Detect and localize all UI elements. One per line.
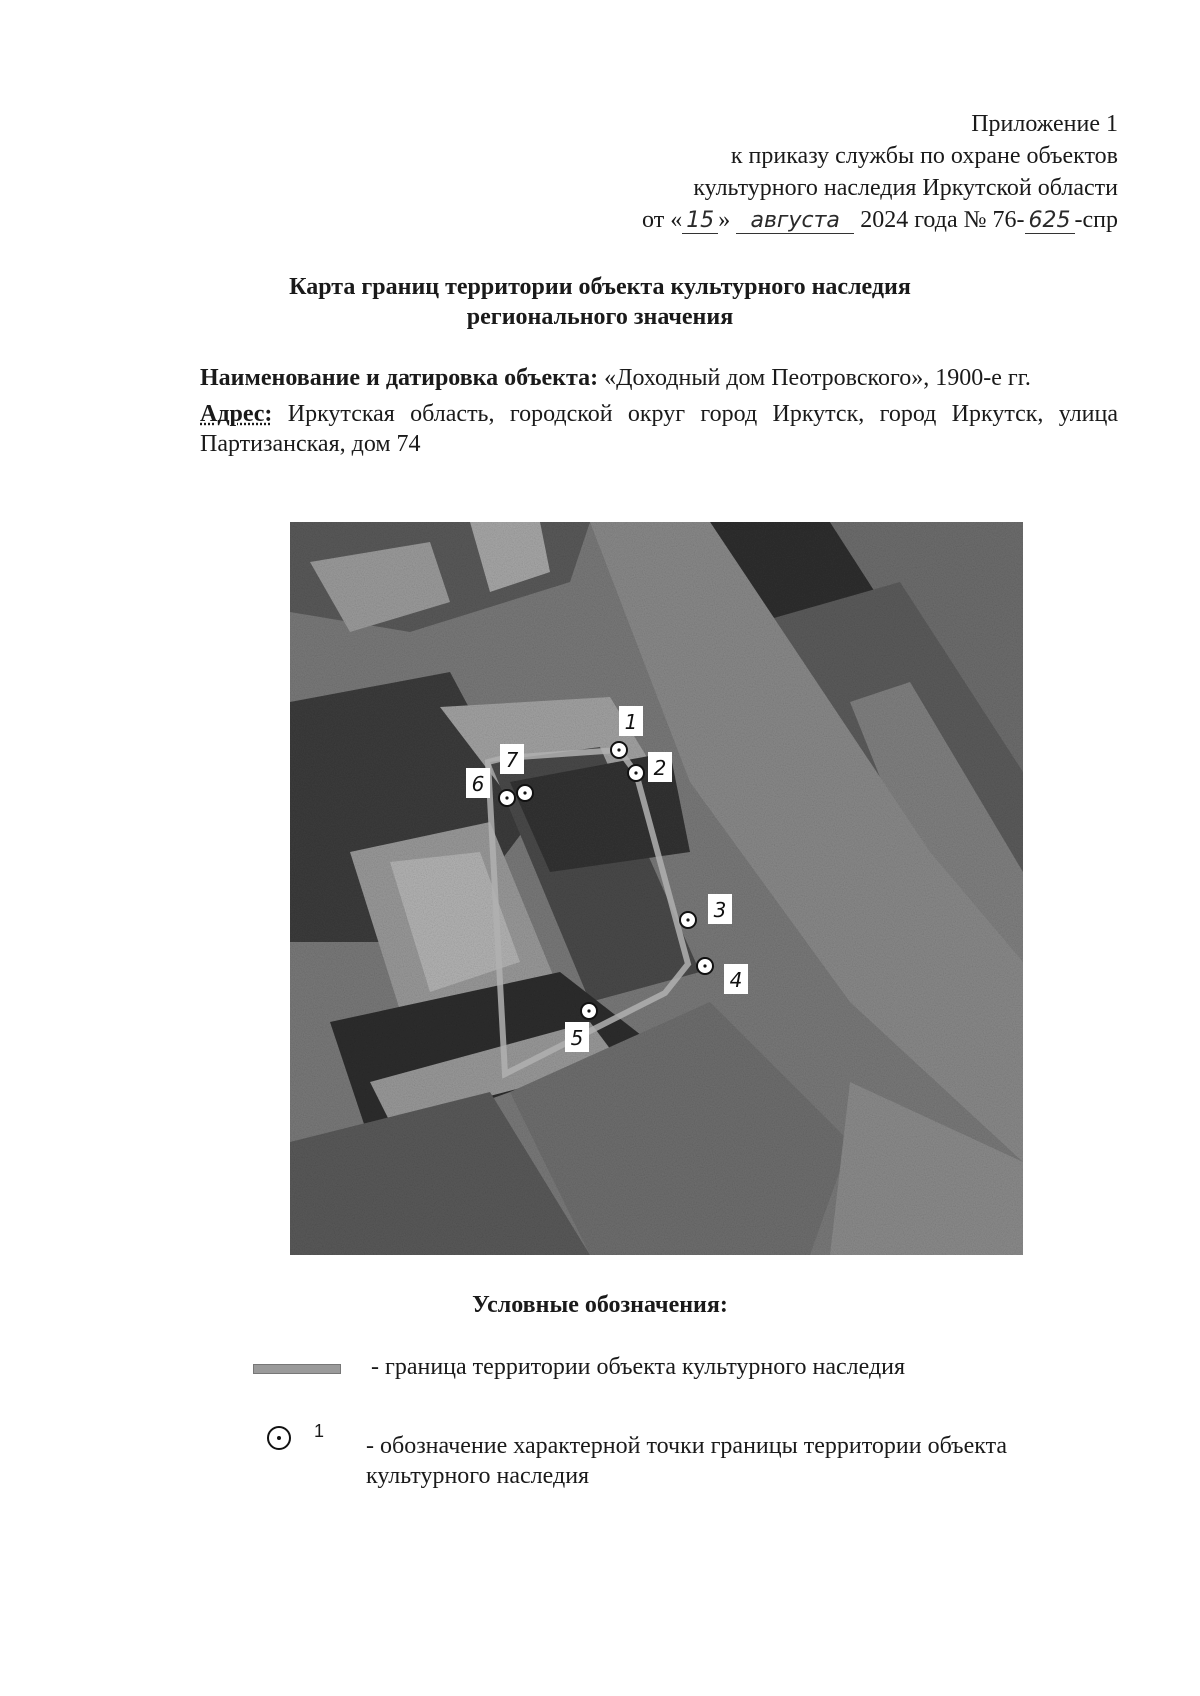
document-title: Карта границ территории объекта культурного наследия регионального значения: [289, 274, 911, 330]
appendix-authority-line: культурного наследия Иркутской области: [693, 175, 1118, 201]
legend-point-text: - обозначение характерной точки границы территории объекта культурного наследия: [366, 1433, 1008, 1489]
svg-text:1: 1: [624, 710, 638, 734]
appendix-order-line: к приказу службы по охране объектов: [730, 143, 1118, 169]
legend-point: [266, 1421, 1126, 1491]
appendix-date-line: от « 15 » августа 2024 года № 76- 625 -спр: [642, 207, 1118, 233]
handwritten-month: августа: [736, 209, 854, 234]
boundary-point-icon: [266, 1425, 292, 1451]
svg-text:3: 3: [713, 898, 727, 922]
object-name: Наименование и датировка объекта: «Доходный дом Пеотровского», 1900-е гг.: [200, 365, 1031, 391]
handwritten-order-number: 625: [1025, 209, 1075, 234]
svg-text:4: 4: [729, 968, 743, 992]
aerial-map: [290, 522, 1023, 1255]
object-address: Адрес: Иркутская область, городской округ город Иркутск, город Иркутск, улица Партизанская, дом 74: [200, 401, 1119, 457]
svg-text:5: 5: [570, 1026, 584, 1050]
legend-boundary: [253, 1352, 1133, 1386]
appendix-number: Приложение 1: [971, 111, 1118, 137]
handwritten-day: 15: [682, 209, 718, 234]
svg-text:7: 7: [505, 748, 519, 772]
boundary-line-swatch: [253, 1364, 341, 1374]
legend-boundary-text: - граница территории объекта культурного наследия: [371, 1354, 906, 1380]
object-info: [200, 363, 1118, 465]
appendix-header: [478, 108, 1118, 236]
legend-point-number: 1: [314, 1421, 325, 1441]
svg-text:6: 6: [471, 772, 485, 796]
legend-title: Условные обозначения:: [472, 1292, 728, 1318]
svg-text:2: 2: [653, 756, 667, 780]
